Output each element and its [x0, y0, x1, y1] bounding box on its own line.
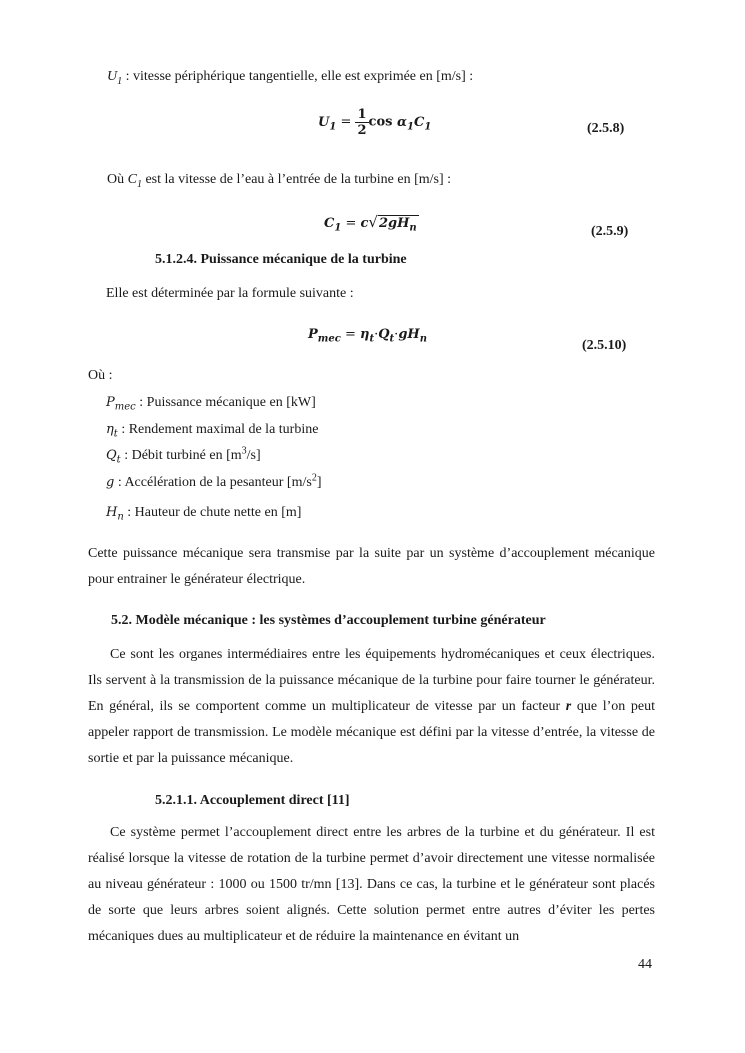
qt-symbol: $Q_t$ [106, 448, 121, 466]
c1-definition-line [107, 172, 451, 188]
paragraph-accouplement-text: Ce système permet l’accouplement direct entre les arbres de la turbine et du générateur. Il est réalisé lorsque la vitesse de rotation de la turbine permet d’avoir directement une vitesse normalisée au niveau générateur : 1000 ou 1500 tr/mn [13]. Dans ce cas, la turbine et le générateur sont placés de sorte que leurs arbres soient alignés. Cette solution permet entre autres d’éviter les pertes mécaniques dues au multiplicateur et de réduire la maintenance en évitant un [88, 825, 655, 944]
equation-number-2-5-8: (2.5.8) [587, 121, 625, 136]
eq258-equals: = [336, 114, 356, 130]
qt-text-a: : Débit turbiné en [m [120, 448, 242, 463]
eq259-equals: = [341, 216, 361, 231]
eq258-alpha: $\alpha_1$ [396, 114, 414, 133]
eq2510-q: $Q_t$ [378, 327, 395, 345]
equation-number-2-5-9: (2.5.9) [591, 224, 629, 239]
paragraph-accouplement [88, 820, 655, 950]
heading-5-1-2-4: 5.1.2.4. Puissance mécanique de la turbine [155, 252, 407, 267]
ou-label: Où : [88, 368, 113, 383]
g-sup: 2 [311, 472, 317, 484]
eq259-c: c [360, 216, 369, 231]
para2-part-b: que l’on peut appeler rapport de transmission. Le modèle mécanique est défini par la vitesse d’entrée, la vitesse de sortie et par la puissance mécanique. [88, 699, 655, 766]
paragraph-transmission [88, 541, 655, 593]
paragraph-transmission-text: Cette puissance mécanique sera transmise par la suite par un système d’accouplement mécanique pour entrainer le générateur électrique. [88, 546, 655, 587]
equation-2-5-10 [308, 327, 427, 343]
u1-definition-line [107, 69, 473, 85]
eq2510-equals: = [340, 327, 360, 342]
eq259-lhs: $C_1$ [324, 216, 342, 234]
def-g [106, 472, 322, 491]
hn-text: : Hauteur de chute nette en [m] [123, 505, 302, 520]
pmec-text: : Puissance mécanique en [kW] [135, 395, 316, 410]
pmec-symbol: $P_{mec}$ [106, 395, 136, 413]
equation-number-2-5-10: (2.5.10) [582, 338, 627, 353]
def-eta [106, 422, 318, 438]
eq258-numerator: 1 [357, 107, 367, 122]
eq259-radicand: $2gH_n$ [378, 216, 417, 234]
c1-pre: Où [107, 172, 128, 187]
g-text-b: ] [316, 475, 322, 490]
para2-factor-r: r [565, 699, 572, 714]
def-pmec [106, 395, 316, 411]
eq258-denominator: 2 [357, 123, 367, 138]
eq258-fraction [355, 107, 368, 138]
sqrt-icon: √ [368, 213, 378, 231]
c1-text: est la vitesse de l’eau à l’entrée de la turbine en [m/s] : [141, 172, 452, 187]
paragraph-organes [88, 642, 655, 772]
eq2510-lhs: $P_{mec}$ [308, 327, 341, 345]
u1-text: : vitesse périphérique tangentielle, elle est exprimée en [m/s] : [122, 69, 474, 84]
def-qt [106, 445, 261, 466]
u1-symbol: $U_1$ [107, 69, 123, 87]
heading-5-2: 5.2. Modèle mécanique : les systèmes d’accouplement turbine générateur [111, 613, 546, 628]
def-hn [106, 505, 301, 521]
eta-symbol: $\eta_t$ [106, 422, 118, 440]
formula-intro-line: Elle est déterminée par la formule suivante : [106, 286, 354, 301]
eq2510-g: $gH_n$ [398, 327, 427, 345]
equation-2-5-8 [318, 107, 431, 138]
eq258-lhs: $U_1$ [318, 114, 337, 133]
eq2510-eta: $\eta_t$ [360, 327, 375, 345]
qt-text-b: /s] [246, 448, 261, 463]
g-text-a: : Accélération de la pesanteur [m/s [114, 475, 312, 490]
heading-5-2-1-1: 5.2.1.1. Accouplement direct [11] [155, 793, 350, 808]
eq258-c: $C_1$ [413, 114, 432, 133]
page-number: 44 [638, 957, 652, 972]
g-symbol: g [106, 475, 115, 490]
eq258-cos: cos [368, 114, 397, 130]
qt-sup: 3 [241, 445, 247, 457]
eq2510-dot1: · [374, 327, 379, 342]
equation-2-5-9 [324, 213, 419, 232]
eta-text: : Rendement maximal de la turbine [117, 422, 319, 437]
para2-part-a: Ce sont les organes intermédiaires entre les équipements hydromécaniques et ceux électriques. Ils servent à la transmission de la puissance mécanique de la turbine pour faire tourner le générateur. En général, ils se comportent comme un multiplicateur de vitesse par un facteur [88, 647, 655, 714]
hn-symbol: $H_n$ [106, 505, 124, 523]
c1-symbol: $C_1$ [127, 172, 142, 190]
eq2510-dot2: · [394, 327, 399, 342]
